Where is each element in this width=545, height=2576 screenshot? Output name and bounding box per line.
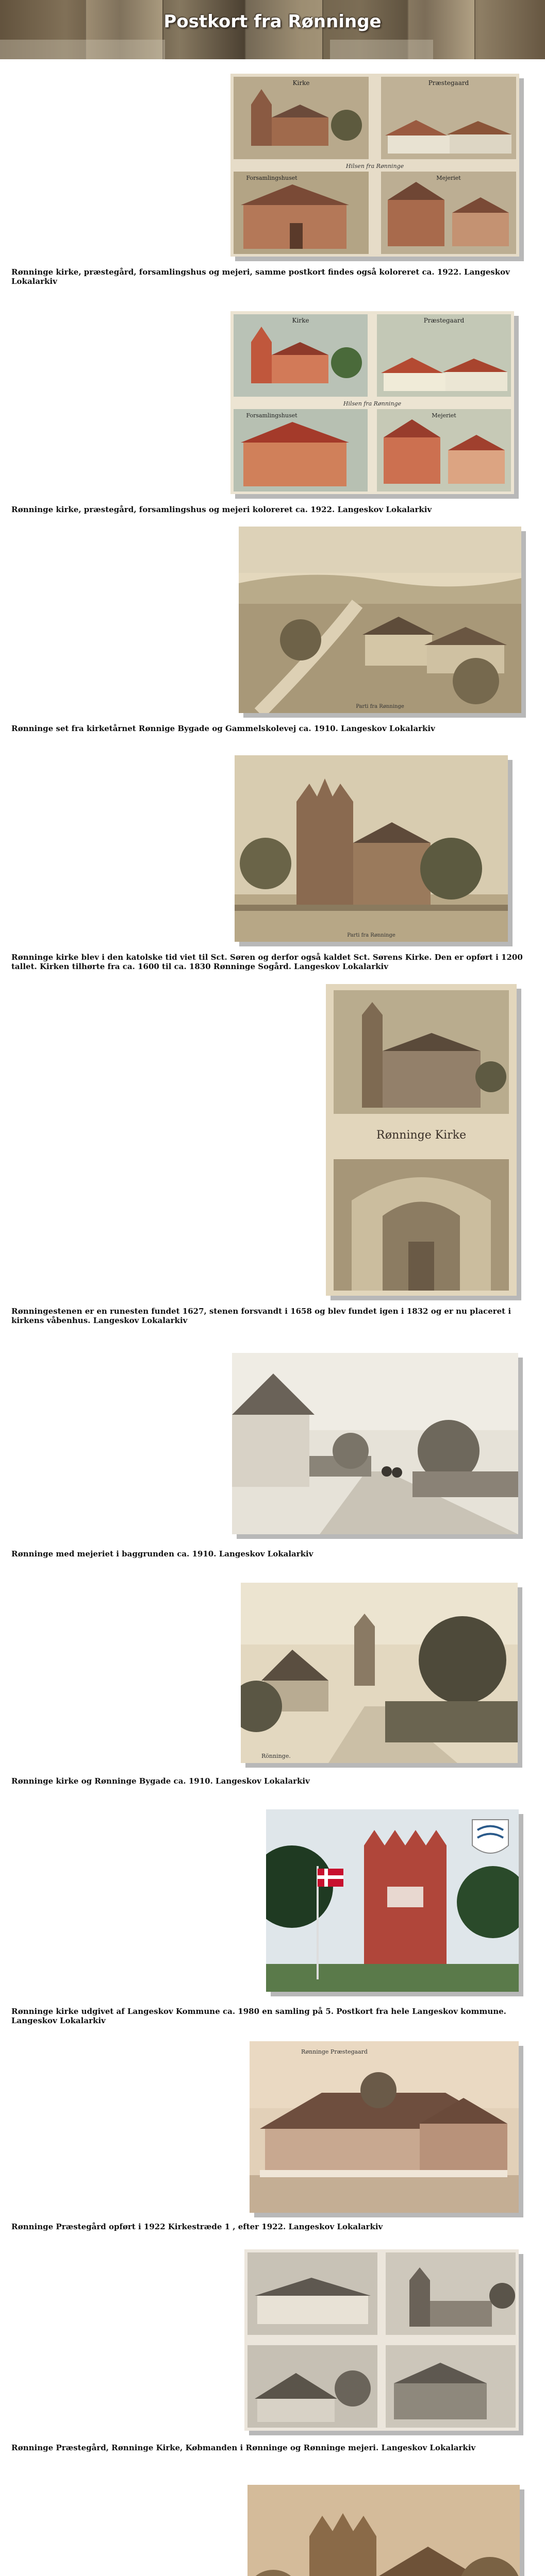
postcard-11-image xyxy=(247,2485,520,2576)
postcard-4[interactable] xyxy=(235,755,508,942)
postcard-6[interactable] xyxy=(232,1353,518,1534)
postcard-10[interactable] xyxy=(244,2249,519,2431)
postcard-2[interactable] xyxy=(230,311,514,494)
card-1-caption-1: Kirke xyxy=(292,79,310,87)
card-4-caption: Parti fra Rønninge xyxy=(347,933,395,938)
postcard-11[interactable] xyxy=(247,2485,520,2576)
postcard-8-image xyxy=(266,1809,519,1992)
header-banner xyxy=(0,0,545,59)
postcard-8[interactable] xyxy=(266,1809,519,1992)
caption-10: Rønninge Præstegård, Rønninge Kirke, Købmanden i Rønninge og Rønninge mejeri. Langeskov Lokalarkiv xyxy=(11,2443,476,2452)
caption-2: Rønninge kirke, præstegård, forsamlingshus og mejeri koloreret ca. 1922. Langeskov Lokalarkiv xyxy=(11,505,432,514)
postcard-7-image xyxy=(241,1583,518,1763)
caption-4: Rønninge kirke blev i den katolske tid viet til Sct. Søren og derfor også kaldet Sct. Sørens Kirke. Den er opført i 1200 tallet. Kirken tilhørte fra ca. 1600 til ca. 1830 Rønninge Sogård. Langeskov Lokalarkiv xyxy=(11,953,523,971)
card-1-caption-3: Forsamlingshuset xyxy=(246,175,298,181)
postcard-5-image xyxy=(326,984,517,1296)
caption-5: Rønningestenen er en runesten fundet 1627, stenen forsvandt i 1658 og blev fundet igen i 1832 og er nu placeret i kirkens våbenhus. Langeskov Lokalarkiv xyxy=(11,1307,511,1325)
postcard-2-image xyxy=(230,311,514,494)
card-2-caption-2: Præstegaard xyxy=(423,317,465,324)
card-3-caption: Parti fra Rønninge xyxy=(356,704,404,709)
postcard-3[interactable] xyxy=(239,527,521,713)
card-5-title: Rønninge Kirke xyxy=(376,1129,467,1142)
postcard-1[interactable] xyxy=(230,74,519,257)
caption-3: Rønninge set fra kirketårnet Rønnige Bygade og Gammelskolevej ca. 1910. Langeskov Lokalarkiv xyxy=(11,724,435,733)
caption-1: Rønninge kirke, præstegård, forsamlingshus og mejeri, samme postkort findes også koloreret ca. 1922. Langeskov Lokalarkiv xyxy=(11,267,510,286)
card-2-caption-3: Forsamlingshuset xyxy=(246,412,298,419)
card-7-caption: Rönninge. xyxy=(261,1753,291,1759)
caption-6: Rønninge med mejeriet i baggrunden ca. 1910. Langeskov Lokalarkiv xyxy=(11,1549,313,1558)
caption-9: Rønninge Præstegård opført i 1922 Kirkestræde 1 , efter 1922. Langeskov Lokalarkiv xyxy=(11,2222,383,2231)
postcard-9[interactable] xyxy=(250,2041,519,2213)
card-2-greeting: Hilsen fra Rønninge xyxy=(343,400,402,407)
card-1-greeting: Hilsen fra Rønninge xyxy=(345,163,404,170)
card-1-caption-2: Præstegaard xyxy=(428,79,469,87)
postcard-9-image xyxy=(250,2041,519,2213)
page-title: Postkort fra Rønninge xyxy=(163,11,382,32)
postcard-5[interactable] xyxy=(326,984,517,1296)
caption-8: Rønninge kirke udgivet af Langeskov Kommune ca. 1980 en samling på 5. Postkort fra hele Langeskov kommune. Langeskov Lokalarkiv xyxy=(11,2007,506,2025)
card-2-caption-1: Kirke xyxy=(292,317,309,324)
postcard-10-image xyxy=(244,2249,519,2431)
card-9-caption: Rønninge Præstegaard xyxy=(301,2048,368,2055)
caption-7: Rønninge kirke og Rønninge Bygade ca. 1910. Langeskov Lokalarkiv xyxy=(11,1776,310,1786)
postcard-3-image xyxy=(239,527,521,713)
postcard-6-image xyxy=(232,1353,518,1534)
card-2-caption-4: Mejeriet xyxy=(432,412,456,419)
postcard-7[interactable] xyxy=(241,1583,518,1763)
card-1-caption-4: Mejeriet xyxy=(436,175,461,181)
postcard-4-image xyxy=(235,755,508,942)
postcard-1-image xyxy=(230,74,519,257)
